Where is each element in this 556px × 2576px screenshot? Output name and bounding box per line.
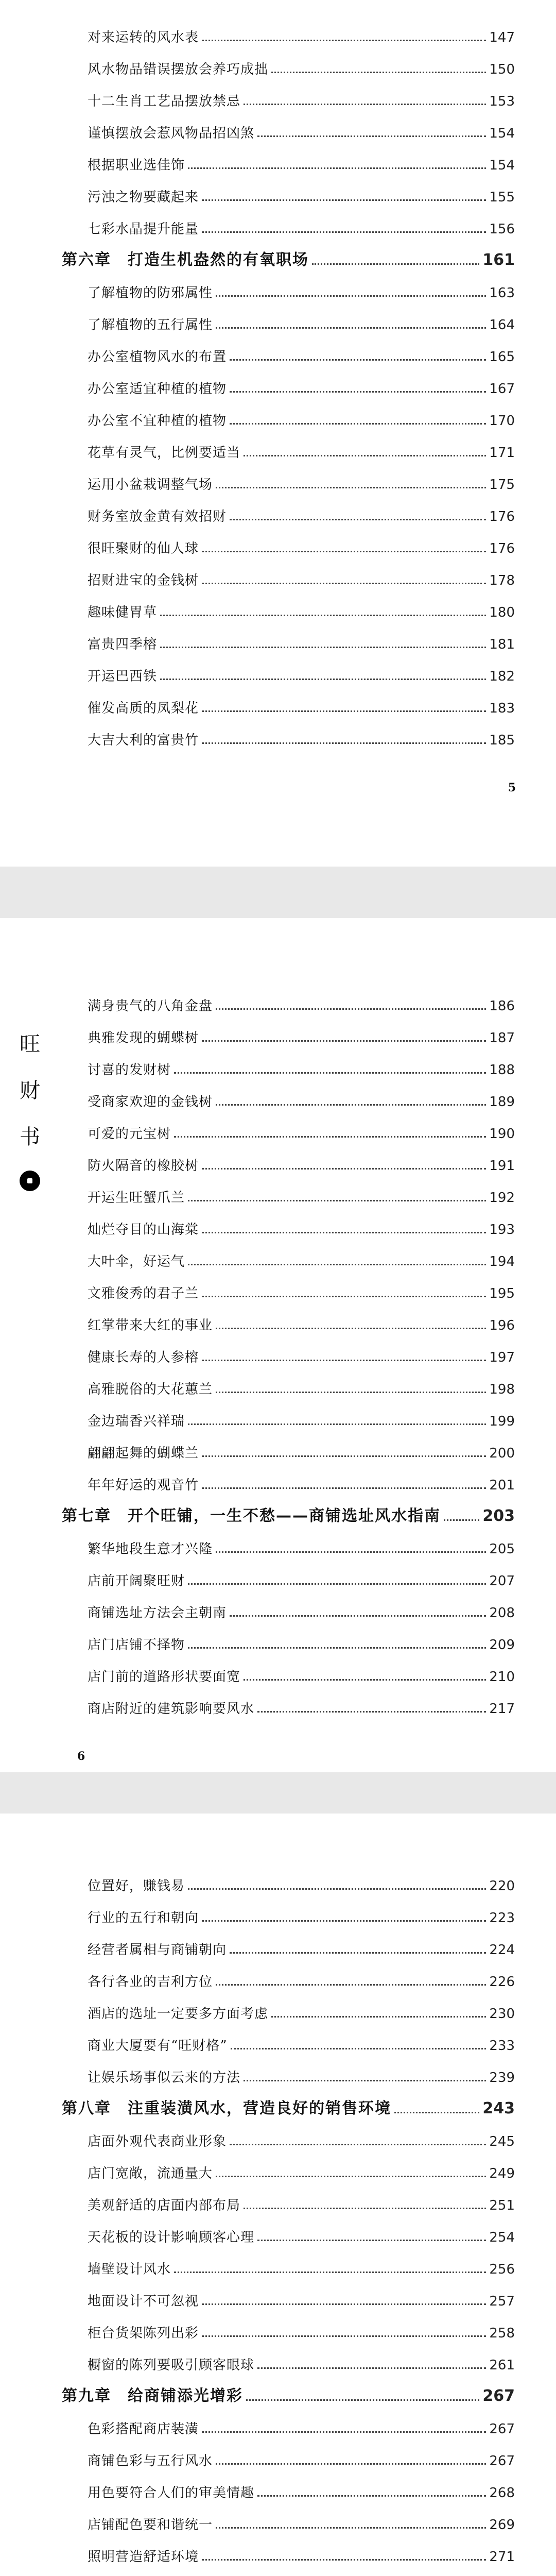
- dot-leader: [174, 1136, 486, 1138]
- entry-title: 很旺聚财的仙人球: [88, 541, 199, 556]
- entry-title: 翩翩起舞的蝴蝶兰: [88, 1446, 199, 1461]
- dot-leader: [188, 1200, 486, 1201]
- entry-title: 大叶伞，好运气: [88, 1254, 185, 1269]
- entry-title: 灿烂夺目的山海棠: [88, 1222, 199, 1238]
- toc-entry: [88, 1661, 515, 1686]
- entry-page-number: 185: [489, 733, 515, 748]
- entry-title: 橱窗的陈列要吸引顾客眼球: [88, 2358, 255, 2373]
- entry-title: 酒店的选址一定要多方面考虑: [88, 2006, 269, 2022]
- entry-page-number: 178: [489, 573, 515, 588]
- entry-title: 地面设计不可忽视: [88, 2294, 199, 2309]
- dot-leader: [230, 423, 486, 425]
- entry-page-number: 254: [489, 2230, 515, 2245]
- entry-title: 店门前的道路形状要面宽: [88, 1669, 241, 1685]
- side-title-char: 旺: [20, 1032, 40, 1056]
- chapter-heading: [62, 245, 515, 270]
- entry-title: 开运巴西铁: [88, 669, 158, 684]
- entry-page-number: 233: [489, 2038, 515, 2054]
- entry-page-number: 203: [482, 1507, 515, 1525]
- entry-title: 办公室适宜种植的植物: [88, 381, 227, 397]
- toc-entry: [88, 1629, 515, 1654]
- dot-leader: [202, 1487, 486, 1489]
- chapter-title: 第六章 打造生机盎然的有氧职场: [62, 251, 309, 269]
- entry-title: 位置好，赚钱易: [88, 1878, 185, 1894]
- dot-leader: [244, 104, 486, 105]
- entry-page-number: 243: [482, 2099, 515, 2117]
- entry-page-number: 269: [489, 2517, 515, 2533]
- toc-entry: [88, 1998, 515, 2023]
- dot-leader: [202, 40, 486, 41]
- toc-entry: [88, 277, 515, 302]
- toc-entry: [88, 1246, 515, 1270]
- toc-entry: [88, 1597, 515, 1622]
- dot-leader: [244, 2208, 486, 2209]
- entry-page-number: 258: [489, 2326, 515, 2341]
- entry-page-number: 180: [489, 605, 515, 620]
- entry-page-number: 154: [489, 158, 515, 173]
- entry-page-number: 230: [489, 2006, 515, 2022]
- dot-leader: [202, 2335, 486, 2337]
- dot-leader: [312, 263, 479, 265]
- entry-title: 财务室放金黄有效招财: [88, 509, 227, 524]
- toc-entry: [88, 1565, 515, 1590]
- dot-leader: [202, 1232, 486, 1233]
- toc-entry: [88, 1022, 515, 1047]
- dot-leader: [244, 455, 486, 456]
- entry-page-number: 249: [489, 2166, 515, 2181]
- entry-page-number: 267: [482, 2387, 515, 2405]
- toc-entry: [88, 54, 515, 78]
- dot-leader: [160, 679, 486, 680]
- toc-entry: [88, 309, 515, 334]
- entry-title: 办公室植物风水的布置: [88, 349, 227, 365]
- entry-title: 红掌带来大红的事业: [88, 1318, 213, 1333]
- entry-page-number: 208: [489, 1605, 515, 1621]
- toc-entry: [88, 2126, 515, 2150]
- dot-leader: [188, 1888, 486, 1890]
- entry-page-number: 181: [489, 637, 515, 652]
- entry-title: 商店附近的建筑影响要风水: [88, 1701, 255, 1717]
- toc-entry: [88, 629, 515, 653]
- dot-leader: [230, 1615, 486, 1617]
- page-number: 6: [77, 1750, 85, 1763]
- toc-entry: [88, 1118, 515, 1143]
- entry-title: 根据职业选佳饰: [88, 158, 185, 173]
- toc-entry: [88, 1054, 515, 1079]
- entry-title: 高雅脱俗的大花蕙兰: [88, 1382, 213, 1397]
- toc-page: [0, 1814, 556, 2576]
- entry-title: 健康长寿的人参榕: [88, 1350, 199, 1365]
- toc-entry: [88, 405, 515, 430]
- entry-page-number: 209: [489, 1637, 515, 1653]
- entry-page-number: 195: [489, 1286, 515, 1301]
- entry-page-number: 267: [489, 2453, 515, 2469]
- entry-title: 催发高质的凤梨花: [88, 701, 199, 716]
- dot-leader: [202, 1040, 486, 1042]
- toc-entry: [88, 2349, 515, 2374]
- toc-entry: [88, 437, 515, 462]
- dot-leader: [202, 199, 486, 201]
- entry-title: 了解植物的五行属性: [88, 317, 213, 333]
- entry-page-number: 188: [489, 1062, 515, 1078]
- dot-leader: [231, 2048, 486, 2049]
- dot-leader: [174, 1072, 486, 1074]
- entry-page-number: 261: [489, 2358, 515, 2373]
- dot-leader: [216, 1551, 486, 1553]
- entry-page-number: 257: [489, 2294, 515, 2309]
- dot-leader: [202, 231, 486, 233]
- entry-page-number: 183: [489, 701, 515, 716]
- dot-leader: [174, 2272, 486, 2273]
- dot-leader: [244, 2080, 486, 2081]
- entry-page-number: 198: [489, 1382, 515, 1397]
- dot-leader: [230, 2144, 486, 2145]
- toc-entry: [88, 2509, 515, 2534]
- entry-page-number: 161: [482, 251, 515, 269]
- toc-entry: [88, 2285, 515, 2310]
- entry-page-number: 156: [489, 222, 515, 237]
- entry-title: 招财进宝的金钱树: [88, 573, 199, 588]
- chapter-title: 第七章 开个旺铺，一生不愁——商铺选址风水指南: [62, 1507, 441, 1525]
- toc-entry: [88, 1693, 515, 1718]
- chapter-heading: [62, 2381, 515, 2406]
- dot-leader: [188, 1647, 486, 1649]
- dot-leader: [230, 391, 486, 393]
- entry-page-number: 176: [489, 509, 515, 524]
- dot-leader: [216, 1984, 486, 1986]
- entry-page-number: 245: [489, 2134, 515, 2149]
- entry-title: 店门店铺不择物: [88, 1637, 185, 1653]
- toc-entry: [88, 1182, 515, 1207]
- toc-page: [0, 918, 556, 1772]
- entry-title: 对来运转的风水表: [88, 30, 199, 45]
- dot-leader: [188, 1423, 486, 1425]
- entry-page-number: 186: [489, 998, 515, 1014]
- toc-entry: [88, 1902, 515, 1927]
- dot-leader: [202, 742, 486, 744]
- entry-page-number: 190: [489, 1126, 515, 1142]
- toc-entry: [88, 1469, 515, 1494]
- side-title-char: 财: [20, 1079, 40, 1103]
- dot-leader: [202, 2559, 486, 2561]
- dot-leader: [202, 2303, 486, 2305]
- toc-entry: [88, 2062, 515, 2087]
- entry-page-number: 165: [489, 349, 515, 365]
- entry-page-number: 220: [489, 1878, 515, 1894]
- dot-leader: [257, 1711, 486, 1713]
- dot-leader: [216, 2176, 486, 2177]
- dot-leader: [202, 2431, 486, 2433]
- toc-entry: [88, 2222, 515, 2246]
- entry-title: 商铺选址方法会主朝南: [88, 1605, 227, 1621]
- toc-page: [0, 0, 556, 867]
- entry-title: 用色要符合人们的审美情趣: [88, 2485, 255, 2501]
- toc-entry: [88, 2541, 515, 2566]
- dot-leader: [230, 359, 486, 361]
- dot-leader: [188, 1264, 486, 1265]
- toc-entry: [88, 1405, 515, 1430]
- entry-title: 柜台货架陈列出彩: [88, 2326, 199, 2341]
- entry-title: 文雅俊秀的君子兰: [88, 1286, 199, 1301]
- dot-leader: [271, 72, 486, 73]
- toc-entry: [88, 1934, 515, 1959]
- entry-page-number: 197: [489, 1350, 515, 1365]
- entry-page-number: 175: [489, 477, 515, 493]
- toc-entry: [88, 660, 515, 685]
- entry-title: 风水物品错误摆放会养巧成拙: [88, 62, 269, 77]
- side-title-mark: [20, 1031, 40, 1191]
- dot-leader: [188, 167, 486, 169]
- toc-entry: [88, 1150, 515, 1175]
- toc-entry: [88, 501, 515, 526]
- entry-page-number: 256: [489, 2262, 515, 2277]
- toc-entry: [88, 533, 515, 557]
- dot-leader: [202, 583, 486, 584]
- entry-page-number: 153: [489, 94, 515, 109]
- toc-entry: [88, 2413, 515, 2438]
- entry-title: 让娱乐场事似云来的方法: [88, 2070, 241, 2086]
- entry-title: 色彩搭配商店装潢: [88, 2421, 199, 2437]
- dot-leader: [202, 1296, 486, 1297]
- dot-leader: [216, 327, 486, 329]
- toc-entry: [88, 1278, 515, 1302]
- entry-page-number: 163: [489, 285, 515, 301]
- dot-leader: [257, 2240, 486, 2241]
- entry-title: 富贵四季榕: [88, 637, 158, 652]
- dot-leader: [230, 1952, 486, 1954]
- entry-page-number: 199: [489, 1414, 515, 1429]
- toc-entry: [88, 724, 515, 749]
- entry-page-number: 192: [489, 1190, 515, 1206]
- entry-page-number: 182: [489, 669, 515, 684]
- entry-title: 典雅发现的蝴蝶树: [88, 1030, 199, 1046]
- dot-leader: [230, 519, 486, 520]
- entry-page-number: 267: [489, 2421, 515, 2437]
- dot-leader: [216, 295, 486, 297]
- entry-title: 防火隔音的橡胶树: [88, 1158, 199, 1174]
- entry-page-number: 194: [489, 1254, 515, 1269]
- entry-title: 墙壁设计风水: [88, 2262, 171, 2277]
- dot-leader: [160, 615, 486, 616]
- seal-inner-mark: [27, 1178, 32, 1183]
- dot-leader: [202, 1455, 486, 1457]
- entry-page-number: 155: [489, 190, 515, 205]
- entry-page-number: 251: [489, 2198, 515, 2213]
- dot-leader: [244, 1679, 486, 1681]
- toc-entry: [88, 692, 515, 717]
- toc-entry: [88, 2158, 515, 2182]
- entry-title: 金边瑞香兴祥瑞: [88, 1414, 185, 1429]
- toc-entry: [88, 2445, 515, 2470]
- entry-title: 花草有灵气，比例要适当: [88, 445, 241, 461]
- entry-page-number: 171: [489, 445, 515, 461]
- entry-page-number: 271: [489, 2549, 515, 2565]
- dot-leader: [246, 2399, 479, 2401]
- toc-entry: [88, 341, 515, 366]
- entry-title: 年年好运的观音竹: [88, 1478, 199, 1493]
- entry-title: 满身贵气的八角金盘: [88, 998, 213, 1014]
- entry-title: 十二生肖工艺品摆放禁忌: [88, 94, 241, 109]
- entry-page-number: 187: [489, 1030, 515, 1046]
- toc-entry: [88, 2477, 515, 2502]
- dot-leader: [271, 2016, 486, 2018]
- entry-title: 了解植物的防邪属性: [88, 285, 213, 301]
- entry-page-number: 176: [489, 541, 515, 556]
- entry-title: 讨喜的发财树: [88, 1062, 171, 1078]
- entry-page-number: 167: [489, 381, 515, 397]
- dot-leader: [257, 135, 486, 137]
- dot-leader: [202, 1168, 486, 1170]
- entry-title: 行业的五行和朝向: [88, 1910, 199, 1926]
- entry-title: 店铺配色要和谐统一: [88, 2517, 213, 2533]
- entry-title: 各行各业的吉利方位: [88, 1974, 213, 1990]
- entry-page-number: 191: [489, 1158, 515, 1174]
- chapter-heading: [62, 2094, 515, 2119]
- toc-entry: [88, 1374, 515, 1398]
- entry-title: 商铺色彩与五行风水: [88, 2453, 213, 2469]
- entry-page-number: 189: [489, 1094, 515, 1110]
- toc-entry: [88, 213, 515, 238]
- toc-entry: [88, 597, 515, 621]
- entry-title: 污浊之物要藏起来: [88, 190, 199, 205]
- entry-page-number: 223: [489, 1910, 515, 1926]
- dot-leader: [202, 710, 486, 712]
- entry-title: 趣味健胃草: [88, 605, 158, 620]
- dot-leader: [160, 647, 486, 648]
- entry-title: 七彩水晶提升能量: [88, 222, 199, 237]
- toc-entry: [88, 149, 515, 174]
- toc-entry: [88, 1966, 515, 1991]
- toc-entry: [88, 1533, 515, 1558]
- entry-title: 运用小盆栽调整气场: [88, 477, 213, 493]
- page-number: 5: [508, 781, 516, 794]
- dot-leader: [257, 2367, 486, 2369]
- entry-page-number: 201: [489, 1478, 515, 1493]
- dot-leader: [202, 1920, 486, 1922]
- page-gap: [0, 867, 556, 918]
- toc-entry: [88, 2317, 515, 2342]
- dot-leader: [216, 2527, 486, 2529]
- entry-page-number: 205: [489, 1541, 515, 1557]
- toc-entry: [88, 1342, 515, 1366]
- entry-title: 天花板的设计影响顾客心理: [88, 2230, 255, 2245]
- toc-entry: [88, 22, 515, 46]
- entry-page-number: 154: [489, 126, 515, 141]
- entry-title: 繁华地段生意才兴隆: [88, 1541, 213, 1557]
- entry-title: 美观舒适的店面内部布局: [88, 2198, 241, 2213]
- toc-entry: [88, 469, 515, 494]
- toc-entry: [88, 373, 515, 398]
- toc-entry: [88, 2030, 515, 2055]
- dot-leader: [257, 2495, 486, 2497]
- dot-leader: [216, 487, 486, 488]
- entry-page-number: 200: [489, 1446, 515, 1461]
- toc-entry: [88, 181, 515, 206]
- toc-entry: [88, 86, 515, 110]
- entry-title: 谨慎摆放会惹风物品招凶煞: [88, 126, 255, 141]
- entry-page-number: 224: [489, 1942, 515, 1958]
- entry-title: 经营者属相与商铺朝向: [88, 1942, 227, 1958]
- entry-page-number: 207: [489, 1573, 515, 1589]
- entry-page-number: 210: [489, 1669, 515, 1685]
- entry-page-number: 150: [489, 62, 515, 77]
- toc-entry: [88, 1310, 515, 1334]
- entry-title: 受商家欢迎的金钱树: [88, 1094, 213, 1110]
- entry-page-number: 170: [489, 413, 515, 429]
- dot-leader: [394, 2112, 479, 2113]
- toc-entry: [88, 1086, 515, 1111]
- dot-leader: [202, 1360, 486, 1361]
- dot-leader: [216, 2463, 486, 2465]
- page-gap: [0, 1772, 556, 1814]
- entry-title: 店面外观代表商业形象: [88, 2134, 227, 2149]
- chapter-title: 第九章 给商铺添光增彩: [62, 2387, 243, 2405]
- entry-title: 店门宽敞，流通量大: [88, 2166, 213, 2181]
- entry-page-number: 147: [489, 30, 515, 45]
- entry-title: 照明营造舒适环境: [88, 2549, 199, 2565]
- dot-leader: [216, 1008, 486, 1010]
- entry-title: 可爱的元宝树: [88, 1126, 171, 1142]
- toc-entry: [88, 1870, 515, 1895]
- entry-page-number: 193: [489, 1222, 515, 1238]
- entry-page-number: 268: [489, 2485, 515, 2501]
- side-title-char: 书: [20, 1125, 40, 1149]
- entry-title: 办公室不宜种植的植物: [88, 413, 227, 429]
- toc-entry: [88, 2253, 515, 2278]
- entry-page-number: 164: [489, 317, 515, 333]
- dot-leader: [216, 1104, 486, 1106]
- dot-leader: [216, 1328, 486, 1329]
- chapter-heading: [62, 1501, 515, 1526]
- entry-title: 店前开阔聚旺财: [88, 1573, 185, 1589]
- toc-entry: [88, 990, 515, 1015]
- toc-entry: [88, 2190, 515, 2214]
- entry-page-number: 226: [489, 1974, 515, 1990]
- entry-page-number: 217: [489, 1701, 515, 1717]
- entry-page-number: 239: [489, 2070, 515, 2086]
- chapter-title: 第八章 注重装潢风水，营造良好的销售环境: [62, 2099, 391, 2117]
- dot-leader: [188, 1583, 486, 1585]
- entry-title: 大吉大利的富贵竹: [88, 733, 199, 748]
- toc-entry: [88, 117, 515, 142]
- entry-page-number: 196: [489, 1318, 515, 1333]
- toc-entry: [88, 565, 515, 589]
- toc-entry: [88, 1214, 515, 1239]
- dot-leader: [216, 1392, 486, 1393]
- dot-leader: [444, 1519, 479, 1521]
- dot-leader: [202, 551, 486, 552]
- toc-entry: [88, 1437, 515, 1462]
- seal-icon: [20, 1171, 40, 1191]
- entry-title: 商业大厦要有“旺财格”: [88, 2038, 228, 2054]
- entry-title: 开运生旺蟹爪兰: [88, 1190, 185, 1206]
